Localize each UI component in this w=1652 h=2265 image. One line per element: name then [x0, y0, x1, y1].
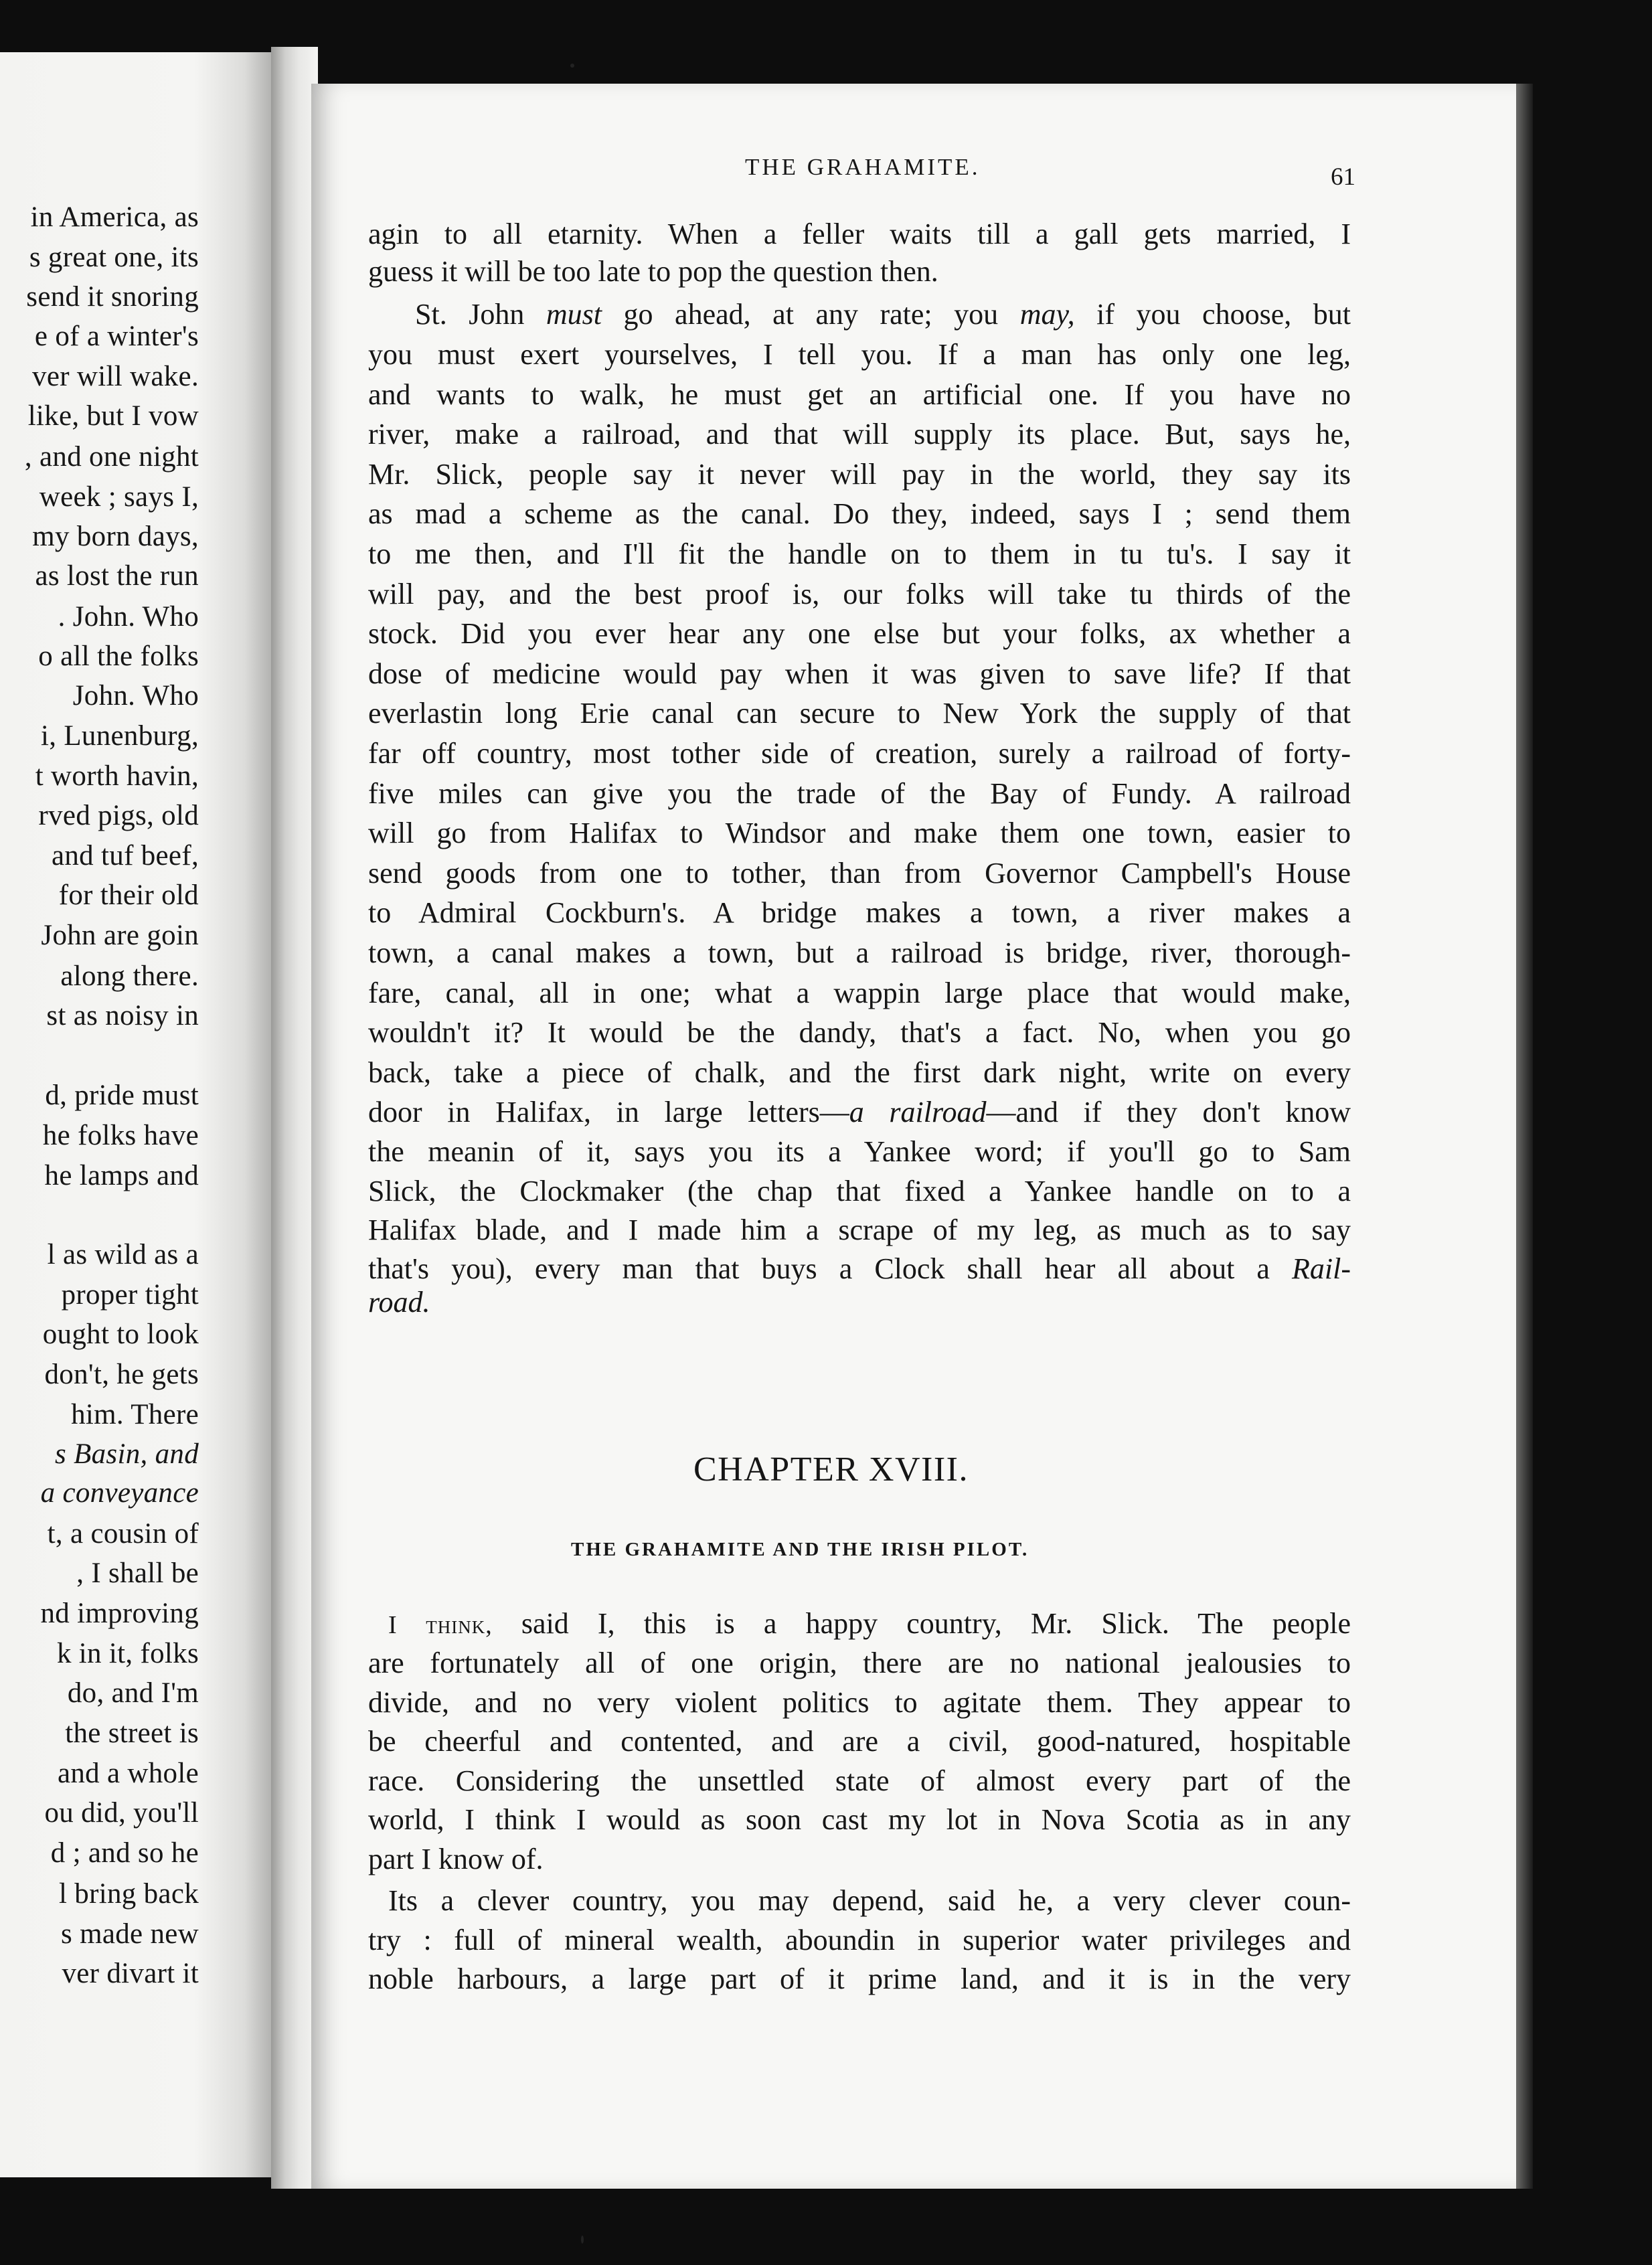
text-line: world, I think I would as soon cast my lot in Nova Scotia as in any [368, 1803, 1351, 1836]
left-page-line: along there. [60, 960, 199, 992]
left-page-line: him. There [71, 1399, 199, 1430]
left-page-line: i, Lunenburg, [41, 720, 199, 752]
text-line: everlastin long Erie canal can secure to New York the supply of that [368, 697, 1351, 730]
running-head: THE GRAHAMITE. [745, 154, 981, 180]
left-page-line: s Basin, and [54, 1438, 199, 1470]
text-line: divide, and no very violent politics to agitate them. They appear to [368, 1685, 1351, 1719]
left-page-line: the street is [65, 1717, 199, 1749]
text-line: to me then, and I'll fit the handle on to them in tu tu's. I say it [368, 537, 1351, 570]
italic-word: Rail- [1292, 1252, 1351, 1285]
left-page-line: t worth havin, [35, 760, 199, 792]
text-line: are fortunately all of one origin, there are no national jealousies to [368, 1647, 1351, 1679]
left-page-line: he lamps and [44, 1160, 199, 1191]
left-page-line: t, a cousin of [47, 1518, 199, 1549]
left-page-line: and tuf beef, [52, 840, 199, 871]
text-line: Its a clever country, you may depend, said he, a very clever coun- [388, 1884, 1351, 1917]
text-run: door in Halifax, in large letters— [368, 1096, 849, 1128]
text-run: —and if they don't know [986, 1096, 1351, 1128]
left-page-line: d ; and so he [50, 1837, 199, 1869]
left-page-line: s made new [61, 1918, 199, 1950]
text-line: Halifax blade, and I made him a scrape of my leg, as much as to say [368, 1213, 1351, 1246]
small-caps-lead: I think, [388, 1611, 493, 1639]
text-line: five miles can give you the trade of the Bay of Fundy. A railroad [368, 776, 1351, 810]
text-line: back, take a piece of chalk, and the first dark night, write on every [368, 1056, 1351, 1089]
text-line: Mr. Slick, people say it never will pay in the world, they say its [368, 457, 1351, 491]
left-page-line: st as noisy in [46, 1000, 199, 1031]
scan-speck [581, 2236, 584, 2244]
text-line: the meanin of it, says you its a Yankee word; if you'll go to Sam [368, 1135, 1351, 1168]
italic-word: road. [368, 1286, 430, 1319]
text-line: agin to all etarnity. When a feller waits till a gall gets married, I [368, 218, 1351, 250]
left-page-line: he folks have [42, 1120, 199, 1151]
left-page-line: a conveyance [40, 1477, 199, 1509]
text-line [368, 1284, 1351, 1321]
text-line: Slick, the Clockmaker (the chap that fixed a Yankee handle on to a [368, 1174, 1351, 1207]
text-line: will go from Halifax to Windsor and make them one town, easier to [368, 817, 1351, 850]
text-run: if you choose, but [1074, 298, 1351, 331]
text-line: to Admiral Cockburn's. A bridge makes a town, a river makes a [368, 896, 1351, 930]
left-page-line: in America, as [30, 201, 199, 233]
italic-word: must [546, 298, 602, 331]
left-page-line: my born days, [32, 521, 199, 552]
left-page-line: don't, he gets [44, 1359, 199, 1390]
text-line: river, make a railroad, and that will supply its place. But, says he, [368, 418, 1351, 451]
left-page-line: d, pride must [45, 1080, 199, 1111]
left-page-line: s great one, its [29, 242, 199, 273]
chapter-title: CHAPTER XVIII. [693, 1450, 969, 1489]
text-line: dose of medicine would pay when it was given to save life? If that [368, 657, 1351, 690]
page-edge-shadow [1516, 84, 1533, 2189]
left-page-line: like, but I vow [27, 400, 199, 432]
left-page-line: for their old [58, 879, 199, 911]
left-page-line: John. Who [72, 680, 199, 711]
chapter-subtitle: THE GRAHAMITE AND THE IRISH PILOT. [571, 1539, 1029, 1560]
left-page-line: ou did, you'll [44, 1797, 199, 1829]
left-page-line: send it snoring [26, 281, 199, 313]
left-page-line: and a whole [57, 1758, 199, 1789]
text-line [415, 296, 1351, 333]
text-line: stock. Did you ever hear any one else but your folks, ax whether a [368, 617, 1351, 651]
left-page-line: ought to look [42, 1319, 199, 1350]
left-page-line: k in it, folks [56, 1638, 199, 1669]
left-page-line: , I shall be [76, 1558, 199, 1589]
text-run: St. John [415, 298, 546, 331]
left-page-line: proper tight [61, 1279, 199, 1311]
left-page-line: John are goin [41, 920, 199, 951]
text-run: that's you), every man that buys a Clock shall hear all about a [368, 1252, 1293, 1285]
left-page-line: do, and I'm [67, 1677, 199, 1709]
left-page-line: rved pigs, old [38, 800, 199, 831]
left-page-line: ver divart it [62, 1958, 199, 1989]
text-line: noble harbours, a large part of it prime land, and it is in the very [368, 1962, 1351, 1995]
text-line [388, 1605, 1351, 1644]
left-page-line: . John. Who [58, 601, 199, 633]
text-line [368, 1094, 1351, 1131]
italic-word: a railroad [849, 1096, 987, 1128]
left-page-line: o all the folks [38, 641, 199, 672]
text-line: town, a canal makes a town, but a railroad is bridge, river, thorough- [368, 936, 1351, 969]
text-line: send goods from one to tother, than from Governor Campbell's House [368, 856, 1351, 890]
text-line [368, 1250, 1351, 1288]
left-page-line: , and one night [24, 441, 199, 473]
text-line: you must exert yourselves, I tell you. If a man has only one leg, [368, 338, 1351, 371]
text-line: wouldn't it? It would be the dandy, that's a fact. No, when you go [368, 1016, 1351, 1050]
text-run: go ahead, at any rate; you [602, 298, 1020, 331]
left-page-line: nd improving [40, 1598, 199, 1629]
left-page-line: week ; says I, [39, 481, 199, 513]
left-page-line: l bring back [59, 1878, 199, 1910]
page-number: 61 [1331, 163, 1355, 191]
text-line: and wants to walk, he must get an artificial one. If you have no [368, 378, 1351, 411]
text-line: try : full of mineral wealth, aboundin in superior water privileges and [368, 1923, 1351, 1956]
text-line: race. Considering the unsettled state of almost every part of the [368, 1764, 1351, 1797]
text-line: part I know of. [368, 1842, 544, 1875]
left-page-line: e of a winter's [34, 321, 199, 352]
text-line: guess it will be too late to pop the question then. [368, 255, 938, 288]
left-page-line: as lost the run [35, 560, 199, 592]
text-line: as mad a scheme as the canal. Do they, indeed, says I ; send them [368, 497, 1351, 531]
italic-word: may, [1019, 298, 1075, 331]
left-page-line: l as wild as a [47, 1239, 199, 1270]
text-line: be cheerful and contented, and are a civil, good-natured, hospitable [368, 1725, 1351, 1758]
text-run: said I, this is a happy country, Mr. Slick. The people [492, 1607, 1351, 1640]
scan-speck [570, 64, 574, 68]
text-line: fare, canal, all in one; what a wappin large place that would make, [368, 976, 1351, 1009]
left-page-line: ver will wake. [32, 361, 199, 392]
text-line: will pay, and the best proof is, our folks will take tu thirds of the [368, 577, 1351, 610]
left-page [0, 52, 278, 2177]
text-line: far off country, most tother side of creation, surely a railroad of forty- [368, 737, 1351, 770]
